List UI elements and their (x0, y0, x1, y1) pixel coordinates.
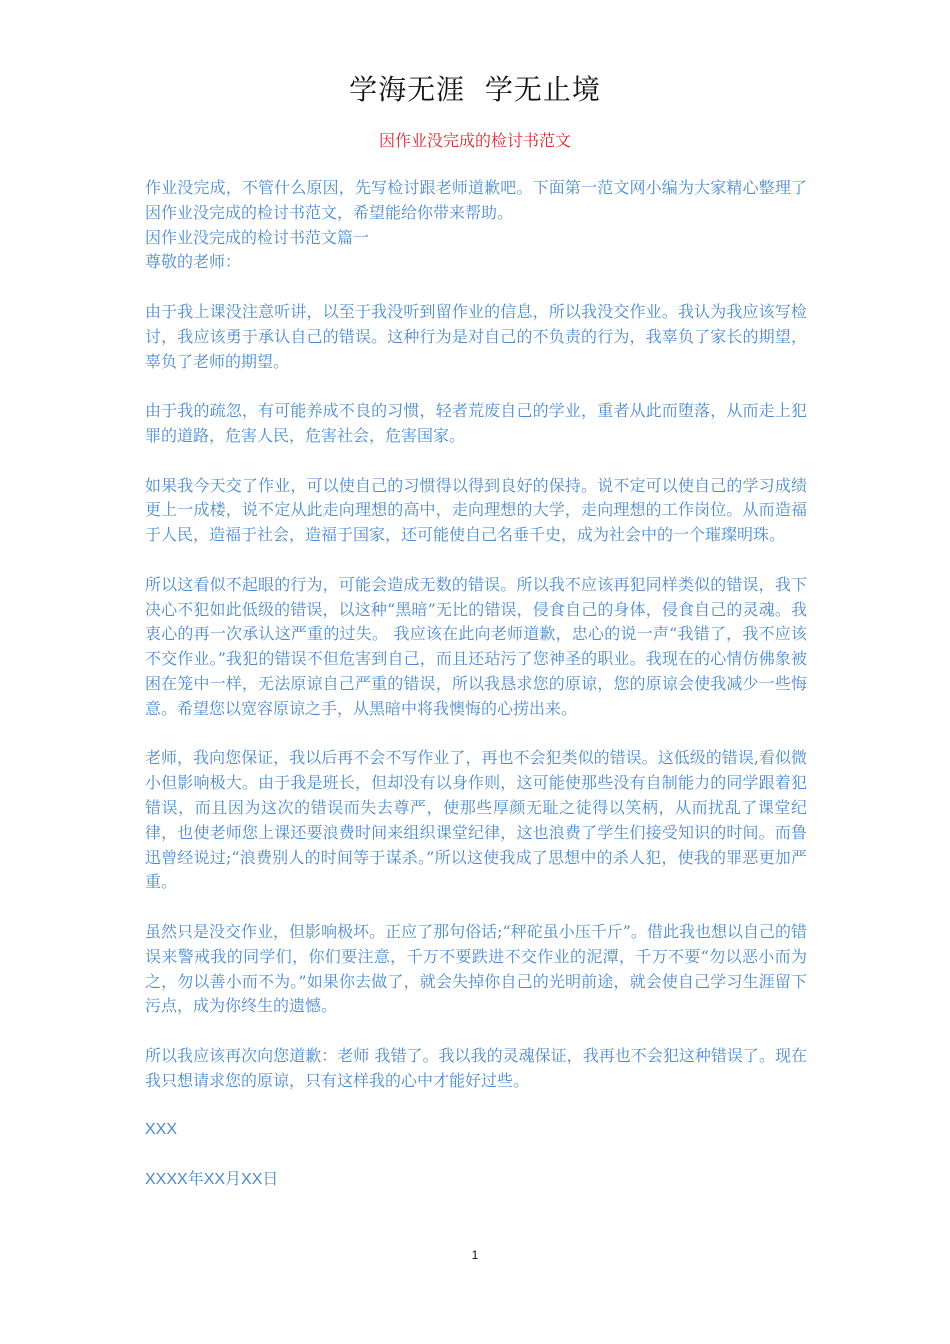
paragraph-gap (145, 548, 807, 573)
page-number: 1 (471, 1248, 479, 1262)
body-paragraph: 如果我今天交了作业，可以使自己的习惯得以得到良好的保持。说不定可以使自己的学习成绩更上一成楼，说不定从此走向理想的高中，走向理想的大学，走向理想的工作岗位。从而造福于人民，造福于社会，造福于国家，还可能使自己名垂千史，成为社会中的一个璀璨明珠。 (145, 475, 807, 545)
salutation: 尊敬的老师： (145, 252, 242, 272)
document-subtitle: 因作业没完成的检讨书范文 (378, 131, 571, 150)
paragraph-gap (145, 374, 807, 399)
paragraph-gap (145, 275, 807, 300)
paragraph-gap (145, 1143, 807, 1168)
body-paragraph: 老师，我向您保证，我以后再不会不写作业了，再也不会犯类似的错误。这低级的错误,看似微小但影响极大。由于我是班长，但却没有以身作则，这可能使那些没有自制能力的同学跟着犯错误，而且因为这次的错误而失去尊严，使那些厚颜无耻之徒得以笑柄，从而扰乱了课堂纪律，也使老师您上课还要浪费时间来组织课堂纪律，这也浪费了学生们接受知识的时间。而鲁迅曾经说过;“浪费别人的时间等于谋杀。”所以这使我成了思想中的杀人犯，使我的罪恶更加严重。 (145, 748, 807, 892)
paragraph-gap (145, 449, 807, 474)
header-title: 学海无涯 学无止境 (349, 73, 601, 106)
section-title: 因作业没完成的检讨书范文篇一 (145, 227, 370, 247)
body-paragraph: 所以我应该再次向您道歉：老师 我错了。我以我的灵魂保证，我再也不会犯这种错误了。现在我只想请求您的原谅，只有这样我的心中才能好过些。 (145, 1045, 807, 1090)
date-line: XXXX年XX月XX日 (145, 1170, 279, 1188)
paragraph-gap (145, 1093, 807, 1118)
body-paragraph: 所以这看似不起眼的行为，可能会造成无数的错误。所以我不应该再犯同样类似的错误，我下决心不犯如此低级的错误，以这种“黑暗”无比的错误，侵食自己的身体，侵食自己的灵魂。我衷心的再一次承认这严重的过失。 我应该在此向老师道歉，忠心的说一声“我错了，我不应该不交作业。”我犯的错误不但危害到自己，而且还玷污了您神圣的职业。我现在的心情仿佛象被困在笼中一样，无法原谅自己严重的错误，所以我恳求您的原谅，您的原谅会使我减少一些悔意。希望您以宽容原谅之手，从黑暗中将我懊悔的心捞出来。 (145, 574, 807, 718)
paragraph-gap (145, 722, 807, 747)
paragraph-gap (145, 895, 807, 920)
body-paragraph: 虽然只是没交作业，但影响极坏。正应了那句俗话;“秤砣虽小压千斤”。借此我也想以自己的错误来警戒我的同学们，你们要注意，千万不要跌进不交作业的泥潭，千万不要“勿以恶小而为之，勿以善小而不为。”如果你去做了，就会失掉你自己的光明前途，就会使自己学习生涯留下污点，成为你终生的遗憾。 (145, 921, 807, 1016)
body-paragraph: 由于我的疏忽，有可能养成不良的习惯，轻者荒废自己的学业，重者从此而堕落，从而走上犯罪的道路，危害人民，危害社会，危害国家。 (145, 401, 807, 445)
body-paragraph: 由于我上课没注意听讲，以至于我没听到留作业的信息，所以我没交作业。我认为我应该写检讨，我应该勇于承认自己的错误。这种行为是对自己的不负责的行为，我辜负了家长的期望，辜负了老师的期望。 (145, 301, 807, 371)
paragraph-gap (145, 1019, 807, 1044)
intro-paragraph: 作业没完成，不管什么原因，先写检讨跟老师道歉吧。下面第一范文网小编为大家精心整理了因作业没完成的检讨书范文，希望能给你带来帮助。 (145, 178, 807, 222)
signature: XXX (145, 1121, 178, 1139)
document-body (145, 176, 807, 1193)
